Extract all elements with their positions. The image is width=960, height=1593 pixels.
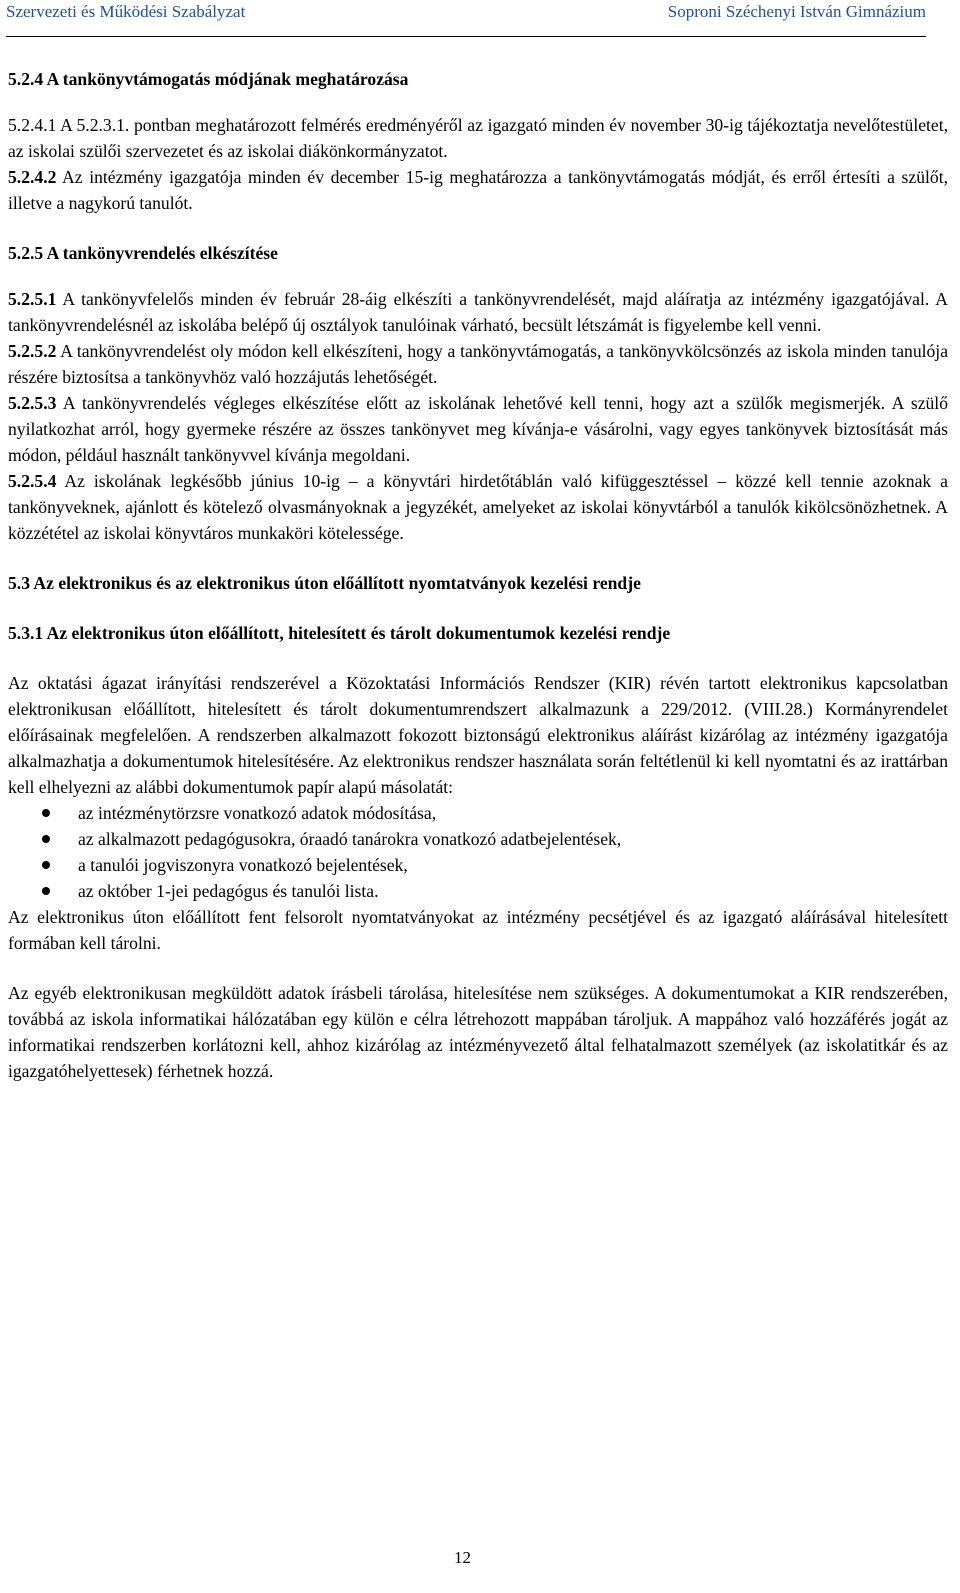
paragraph-text: A tankönyvrendelés végleges elkészítése előtt az iskolának lehetővé kell tenni, hogy azt a szülők megismerjék. A szülő nyilatkozhat arról, hogy gyermeke részére az összes tankönyvet meg kívánja-e vásárolni, vagy egyes tankönyvek biztosítását más módon, például használt tankönyvvel kívánja megoldani. (8, 393, 948, 465)
bullet-icon (42, 809, 50, 817)
header-school-name: Soproni Széchenyi István Gimnázium (667, 2, 926, 21)
paragraph-number: 5.2.5.3 (8, 393, 57, 413)
paragraph-number: 5.2.5.2 (8, 341, 57, 361)
header-document-title: Szervezeti és Működési Szabályzat (6, 2, 246, 21)
paragraph-5-3-1-intro: Az oktatási ágazat irányítási rendszerével a Közoktatási Információs Rendszer (KIR) révén tartott elektronikus kapcsolatban elektronikusan előállított, hitelesített és tárolt dokumentumrendszert alkalmazunk a 229/2012. (VIII.28.) Kormányrendelet előírásainak megfelelően. A rendszerben alkalmazott fokozott biztonságú elektronikus aláírást kizárólag az intézmény igazgatója alkalmazhatja a dokumentumok hitelesítésére. Az elektronikus rendszer használata során feltétlenül ki kell nyomtatni és az irattárban kell elhelyezni az alábbi dokumentumok papír alapú másolatát: (8, 673, 948, 797)
section-5-3-1-title: 5.3.1 Az elektronikus úton előállított, hitelesített és tárolt dokumentumok kezelési rendje (8, 623, 671, 643)
list-item-text: az október 1-jei pedagógus és tanulói lista. (78, 881, 379, 901)
section-5-2-5-title: 5.2.5 A tankönyvrendelés elkészítése (8, 243, 278, 263)
page-header (6, 0, 926, 37)
list-item-text: az intézménytörzsre vonatkozó adatok módosítása, (78, 803, 437, 823)
paragraph-5-2-5-1 (8, 286, 948, 338)
paragraph-5-2-4-2 (8, 164, 948, 216)
list-item (8, 826, 948, 852)
paragraph-number: 5.2.5.4 (8, 471, 57, 491)
list-item-text: az alkalmazott pedagógusokra, óraadó tanárokra vonatkozó adatbejelentések, (78, 829, 622, 849)
paragraph-5-2-5-2 (8, 338, 948, 390)
paragraph-5-3-1-after-list: Az elektronikus úton előállított fent felsorolt nyomtatványokat az intézmény pecsétjével és az igazgató aláírásával hitelesített formában kell tárolni. (8, 907, 948, 953)
document-body (8, 66, 948, 1084)
list-item-text: a tanulói jogviszonyra vonatkozó bejelentések, (78, 855, 408, 875)
section-5-2-4-title: 5.2.4 A tankönyvtámogatás módjának meghatározása (8, 69, 409, 89)
paragraph-5-3-1-last: Az egyéb elektronikusan megküldött adatok írásbeli tárolása, hitelesítése nem szükséges. A dokumentumokat a KIR rendszerében, továbbá az iskola informatikai hálózatában egy külön e célra létrehozott mappában tároljuk. A mappához való hozzáférés jogát az informatikai rendszerben korlátozni kell, ahhoz kizárólag az intézményvezető által felhatalmazott személyek (az iskolatitkár és az igazgatóhelyettesek) férhetnek hozzá. (8, 983, 948, 1081)
list-item (8, 878, 948, 904)
bullet-icon (42, 835, 50, 843)
document-list (8, 800, 948, 904)
paragraph-5-2-5-4 (8, 468, 948, 546)
paragraph-number: 5.2.5.1 (8, 289, 57, 309)
paragraph-text: A tankönyvrendelést oly módon kell elkészíteni, hogy a tankönyvtámogatás, a tankönyvkölcsönzés az iskola minden tanulója részére biztosítsa a tankönyvhöz való hozzájutás lehetőségét. (8, 341, 948, 387)
section-5-3-title: 5.3 Az elektronikus és az elektronikus úton előállított nyomtatványok kezelési rendje (8, 573, 641, 593)
paragraph-text: Az intézmény igazgatója minden év december 15-ig meghatározza a tankönyvtámogatás módját, és erről értesíti a szülőt, illetve a nagykorú tanulót. (8, 167, 948, 213)
paragraph-5-2-5-3 (8, 390, 948, 468)
paragraph-text: A tankönyvfelelős minden év február 28-áig elkészíti a tankönyvrendelését, majd aláíratja az intézmény igazgatójával. A tankönyvrendelésnél az iskolába belépő új osztályok tanulóinak várható, becsült létszámát is figyelembe kell venni. (8, 289, 948, 335)
paragraph-5-2-4-1: 5.2.4.1 A 5.2.3.1. pontban meghatározott felmérés eredményéről az igazgató minden év november 30-ig tájékoztatja nevelőtestületet, az iskolai szülői szervezetet és az iskolai diákönkormányzatot. (8, 115, 948, 161)
bullet-icon (42, 887, 50, 895)
list-item (8, 852, 948, 878)
bullet-icon (42, 861, 50, 869)
list-item (8, 800, 948, 826)
paragraph-number: 5.2.4.2 (8, 167, 57, 187)
paragraph-text: Az iskolának legkésőbb június 10-ig – a könyvtári hirdetőtáblán való kifüggesztéssel – közzé kell tennie azoknak a tankönyveknek, ajánlott és kötelező olvasmányoknak a jegyzékét, amelyeket az iskolai könyvtárból a tanulók kikölcsönözhetnek. A közzététel az iskolai könyvtáros munkaköri kötelessége. (8, 471, 948, 543)
page-number: 12 (454, 1548, 471, 1567)
